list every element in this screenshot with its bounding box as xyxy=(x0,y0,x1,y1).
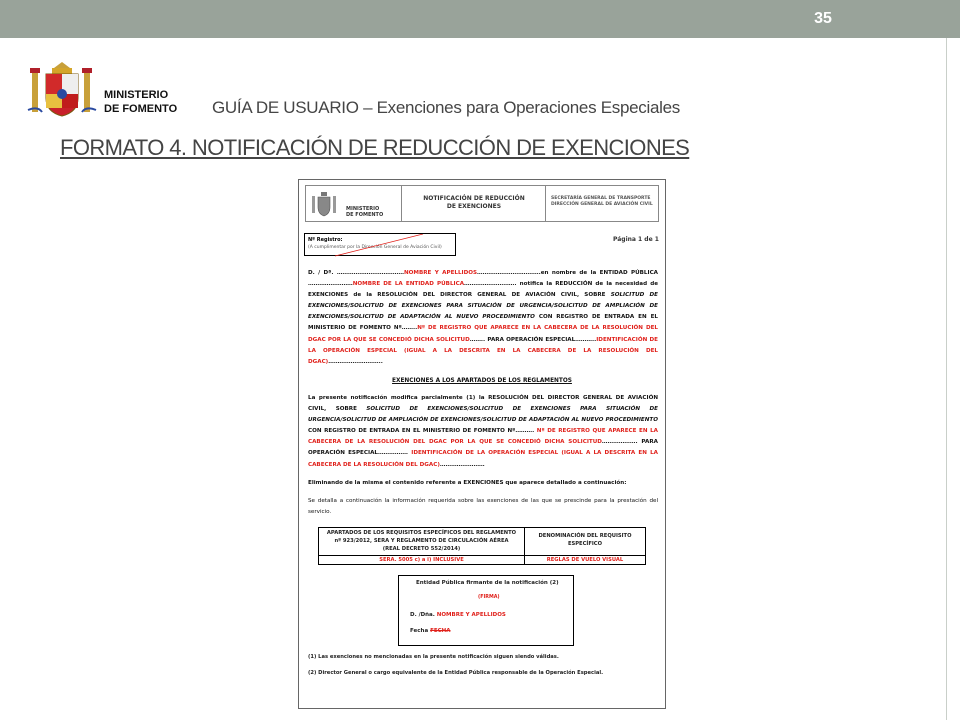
guide-title: GUÍA DE USUARIO – Exenciones para Operaciones Especiales xyxy=(212,98,680,117)
right-divider xyxy=(946,38,947,720)
footnote-1: (1) Las exenciones no mencionadas en la presente notificación siguen siendo válidas. xyxy=(308,654,559,660)
eliminando-text: Eliminando de la misma el contenido referente a EXENCIONES que aparece detallado a continuación: xyxy=(308,480,627,486)
doc-notification-title: NOTIFICACIÓN DE REDUCCIÓN DE EXENCIONES xyxy=(423,195,525,210)
table-cell-sera: SERA. 5005 c) a i) INCLUSIVE xyxy=(319,556,525,565)
doc-secretaria: SECRETARÍA GENERAL DE TRANSPORTE DIRECCIÓN GENERAL DE AVIACIÓN CIVIL xyxy=(551,196,653,207)
page-count: Página 1 de 1 xyxy=(613,236,659,243)
doc-ministry-label: MINISTERIO DE FOMENTO xyxy=(346,206,384,218)
table-header-denominacion: DENOMINACIÓN DEL REQUISITO ESPECÍFICO xyxy=(525,528,645,556)
detalla-text: Se detalla a continuación la información requerida sobre las exenciones de las que se prescinde para la prestación del servicio. xyxy=(308,498,658,516)
registro-box: Nº Registro: (A cumplimentar por la Dirección General de Aviación Civil) xyxy=(304,233,456,256)
format-title: FORMATO 4. NOTIFICACIÓN DE REDUCCIÓN DE EXENCIONES xyxy=(60,135,690,160)
mini-coat-of-arms-icon xyxy=(310,191,338,217)
paragraph-1: D. / Dª. ………………………………NOMBRE Y APELLIDOS…………………………….en nombre de la ENTIDAD PÚBLICA ……………………NOMBRE DE LA ENTIDAD PÚBLICA………………………. notifica la REDUCCIÓN de la necesidad de EXENCIONES de la RESOLUCIÓN DEL DIRECTOR GENERAL DE AVIACIÓN CIVIL, SOBRE SOLICITUD DE EXENCIONES/SOLICITUD DE EXENCIONES PARA SITUACIÓN DE URGENCIA/SOLICITUD DE AMPLIACIÓN DE EXENCIONES/SOLICITUD DE ADAPTACIÓN AL NUEVO PROCEDIMIENTO CON REGISTRO DE ENTRADA EN EL MINISTERIO DE FOMENTO Nº……..Nº DE REGISTRO QUE APARECE EN LA CABECERA DE LA RESOLUCIÓN DEL DGAC POR LA QUE SE CONCEDIÓ DICHA SOLICITUD…….. PARA OPERACIÓN ESPECIAL………..IDENTIFICACIÓN DE LA OPERACIÓN ESPECIAL (IGUAL A LA DESCRITA EN LA CABECERA DE LA RESOLUCIÓN DEL DGAC)……………………….. xyxy=(308,270,659,365)
slide-number: 35 xyxy=(814,10,832,27)
strike-line-icon xyxy=(305,234,457,257)
ministry-label: MINISTERIO DE FOMENTO xyxy=(104,89,178,115)
notification-document xyxy=(298,179,666,709)
footnote-2: (2) Director General o cargo equivalente de la Entidad Pública responsable de la Operación Especial. xyxy=(308,670,604,676)
coat-of-arms-icon xyxy=(26,60,98,120)
section-heading: EXENCIONES A LOS APARTADOS DE LOS REGLAMENTOS xyxy=(392,378,572,384)
requirements-table xyxy=(318,527,646,565)
document-header xyxy=(305,185,659,222)
signature-box: Entidad Pública firmante de la notificación (2) (FIRMA) D. /Dña. NOMBRE Y APELLIDOS Fecha FECHA xyxy=(398,575,574,646)
table-cell-reglas: REGLAS DE VUELO VISUAL xyxy=(546,557,624,563)
paragraph-2: La presente notificación modifica parcialmente (1) la RESOLUCIÓN DEL DIRECTOR GENERAL DE AVIACIÓN CIVIL, SOBRE SOLICITUD DE EXENCIONES/SOLICITUD DE EXENCIONES PARA SITUACIÓN DE URGENCIA/SOLICITUD DE AMPLIACIÓN DE EXENCIONES/SOLICITUD DE ADAPTACIÓN AL NUEVO PROCEDIMIENTO CON REGISTRO DE ENTRADA EN EL MINISTERIO DE FOMENTO Nº………. Nº DE REGISTRO QUE APARECE EN LA CABECERA DE LA RESOLUCIÓN DEL DGAC POR LA QUE SE CONCEDIÓ DICHA SOLICITUD………………. PARA OPERACIÓN ESPECIAL……………. IDENTIFICACIÓN DE LA OPERACIÓN ESPECIAL (IGUAL A LA DESCRITA EN LA CABECERA DE LA RESOLUCIÓN DEL DGAC)…………………… xyxy=(308,395,658,468)
table-header-apartados: APARTADOS DE LOS REQUISITOS ESPECÍFICOS DEL REGLAMENTO nº 923/2012, SERA Y REGLAMENTO DE CIRCULACIÓN AÉREA (REAL DECRETO 552/2014) xyxy=(319,528,525,556)
